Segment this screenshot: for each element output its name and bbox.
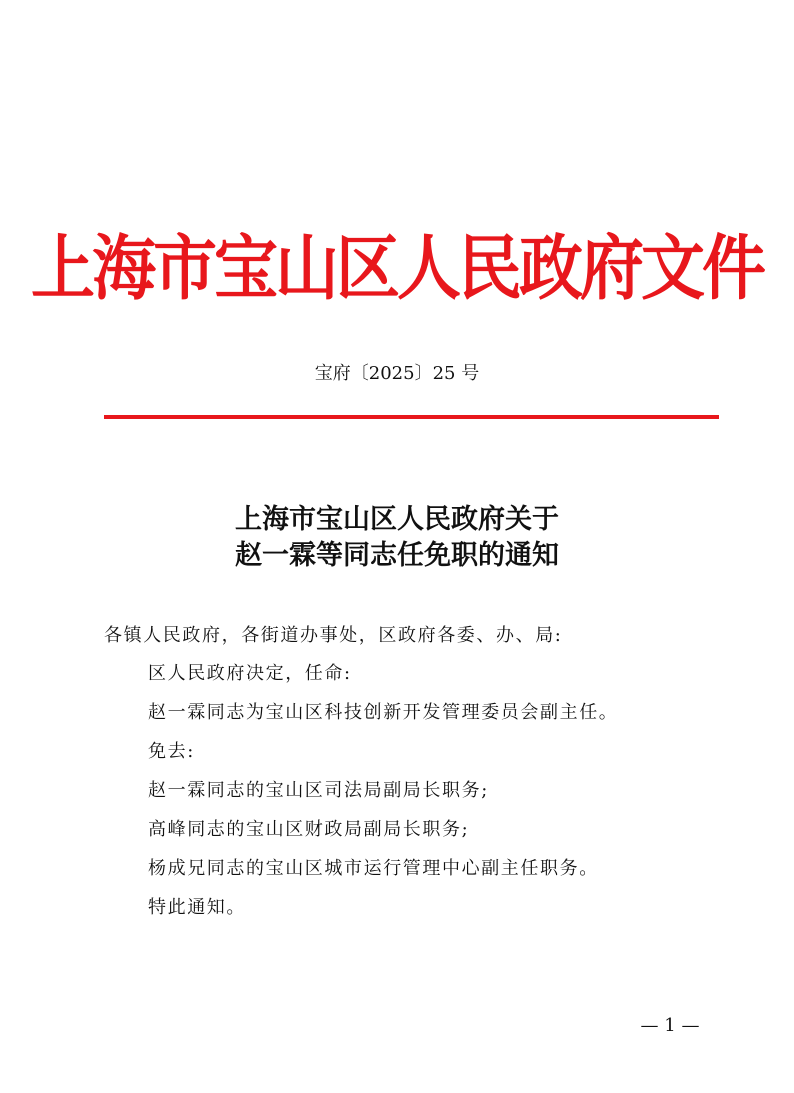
notice-title-line-1: 上海市宝山区人民政府关于 [235, 504, 559, 535]
body-paragraph: 高峰同志的宝山区财政局副局长职务; [148, 819, 470, 840]
salutation: 各镇人民政府，各街道办事处，区政府各委、办、局: [104, 625, 563, 646]
body-paragraph: 特此通知。 [148, 897, 246, 918]
body-paragraph: 杨成兄同志的宝山区城市运行管理中心副主任职务。 [148, 858, 599, 879]
document-number: 宝府〔2025〕25 号 [314, 363, 480, 384]
page-number: — 1 — [640, 1015, 700, 1036]
document-masthead-title: 上海市宝山区人民政府文件 [31, 228, 763, 310]
notice-title-line-2: 赵一霖等同志任免职的通知 [235, 540, 559, 571]
body-paragraph: 区人民政府决定，任命: [148, 663, 352, 684]
red-separator-rule [104, 415, 719, 419]
body-paragraph: 赵一霖同志为宝山区科技创新开发管理委员会副主任。 [148, 702, 619, 723]
body-paragraph: 免去: [148, 741, 195, 762]
body-paragraph: 赵一霖同志的宝山区司法局副局长职务; [148, 780, 489, 801]
